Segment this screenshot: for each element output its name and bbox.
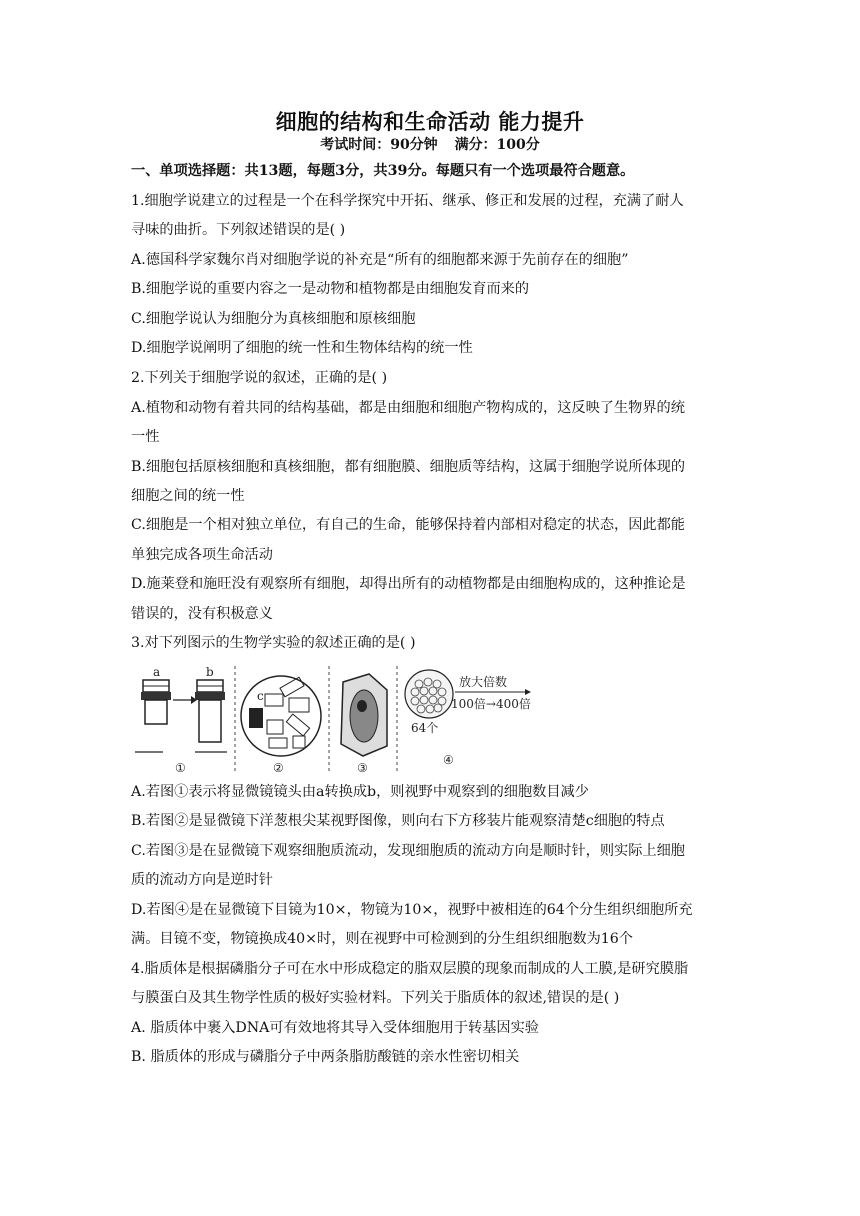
q4-option-a: A. 脂质体中裹入DNA可有效地将其导入受体细胞用于转基因实验 (131, 1020, 539, 1036)
q3-option-b: B.若图②是显微镜下洋葱根尖某视野图像，则向右下方移装片能观察清楚c细胞的特点 (131, 813, 665, 829)
q3-option-d-line1: D.若图④是在显微镜下目镜为10×，物镜为10×，视野中被相连的64个分生组织细胞所充 (131, 902, 693, 918)
q2-option-b-line1: B.细胞包括原核细胞和真核细胞，都有细胞膜、细胞质等结构，这属于细胞学说所体现的 (131, 459, 686, 475)
q2-option-d-line2: 错误的，没有积极意义 (131, 606, 273, 622)
magnify-label: 放大倍数 (459, 675, 508, 689)
figure-num-1: ① (175, 761, 186, 775)
magnify-change: 100倍→400倍 (451, 697, 531, 711)
section-heading: 一、单项选择题：共13题，每题3分，共39分。每题只有一个选项最符合题意。 (131, 163, 635, 179)
full-score: 满分：100分 (454, 137, 540, 153)
q2-option-c-line2: 单独完成各项生命活动 (131, 547, 273, 563)
exam-meta (0, 134, 860, 154)
q1-option-c: C.细胞学说认为细胞分为真核细胞和原核细胞 (131, 311, 416, 327)
figure-panel-4 (405, 670, 531, 767)
q3-figure (131, 660, 551, 778)
exam-time: 考试时间：90分钟 (320, 137, 438, 153)
q3-stem: 3.对下列图示的生物学实验的叙述正确的是( ) (131, 635, 416, 651)
q2-stem: 2.下列关于细胞学说的叙述，正确的是( ) (131, 370, 388, 386)
q3-option-c-line1: C.若图③是在显微镜下观察细胞质流动，发现细胞质的流动方向是顺时针，则实际上细胞 (131, 843, 685, 859)
figure-num-4: ④ (443, 753, 454, 767)
figure-panel-2 (241, 676, 321, 775)
lens-a-label: a (153, 665, 161, 679)
page-title: 细胞的结构和生命活动 能力提升 (275, 109, 585, 134)
q4-stem-line2: 与膜蛋白及其生物学性质的极好实验材料。下列关于脂质体的叙述,错误的是( ) (131, 990, 620, 1006)
figure-panel-1 (135, 665, 227, 775)
q2-option-a-line1: A.植物和动物有着共同的结构基础，都是由细胞和细胞产物构成的，这反映了生物界的统 (131, 400, 685, 416)
q3-option-a: A.若图①表示将显微镜镜头由a转换成b，则视野中观察到的细胞数目减少 (131, 784, 589, 800)
lens-b-label: b (206, 665, 214, 679)
figure-num-3: ③ (357, 761, 368, 775)
q2-option-a-line2: 一性 (131, 429, 160, 445)
cell-c-label: c (257, 689, 264, 703)
q2-option-c-line1: C.细胞是一个相对独立单位，有自己的生命，能够保持着内部相对稳定的状态，因此都能 (131, 517, 685, 533)
figure-num-2: ② (273, 761, 284, 775)
q4-option-b: B. 脂质体的形成与磷脂分子中两条脂肪酸链的亲水性密切相关 (131, 1049, 520, 1065)
q4-stem-line1: 4.脂质体是根据磷脂分子可在水中形成稳定的脂双层膜的现象而制成的人工膜,是研究膜脂 (131, 961, 689, 977)
q2-option-b-line2: 细胞之间的统一性 (131, 488, 245, 504)
q1-option-d: D.细胞学说阐明了细胞的统一性和生物体结构的统一性 (131, 340, 473, 356)
q3-option-c-line2: 质的流动方向是逆时针 (131, 872, 273, 888)
q1-option-a: A.德国科学家魏尔肖对细胞学说的补充是“所有的细胞都来源于先前存在的细胞” (131, 252, 629, 268)
cell-count-label: 64个 (411, 721, 439, 735)
q2-option-d-line1: D.施莱登和施旺没有观察所有细胞，却得出所有的动植物都是由细胞构成的，这种推论是 (131, 576, 686, 592)
q3-option-d-line2: 满。目镜不变，物镜换成40×时，则在视野中可检测到的分生组织细胞数为16个 (131, 931, 633, 947)
figure-panel-3 (341, 674, 387, 775)
q1-stem-line2: 寻味的曲折。下列叙述错误的是( ) (131, 222, 346, 238)
q1-stem-line1: 1.细胞学说建立的过程是一个在科学探究中开拓、继承、修正和发展的过程，充满了耐人 (131, 193, 684, 209)
q1-option-b: B.细胞学说的重要内容之一是动物和植物都是由细胞发育而来的 (131, 281, 530, 297)
